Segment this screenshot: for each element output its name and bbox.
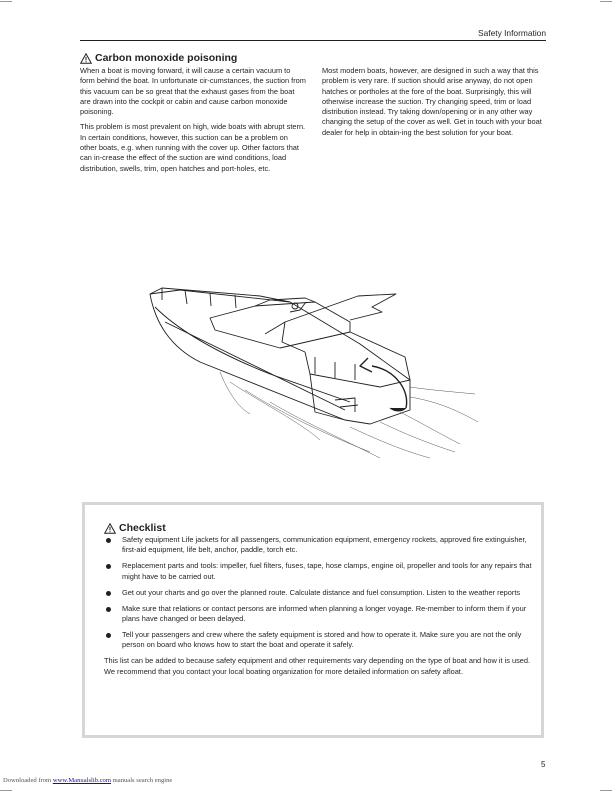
boat-illustration (110, 262, 490, 462)
list-item (104, 561, 534, 582)
checklist-items (104, 535, 534, 651)
bullet-icon (106, 538, 111, 543)
bullet-icon (106, 633, 111, 638)
list-item (104, 535, 534, 556)
list-item-text: Replacement parts and tools: impeller, fuel filters, fuses, tape, hose clamps, engine oil, propeller and tools for any repairs that might have to be carried out. (122, 561, 532, 581)
running-header: Safety Information (478, 28, 546, 38)
bullet-icon (106, 591, 111, 596)
bullet-icon (106, 564, 111, 569)
warning-triangle-icon (104, 523, 116, 534)
list-item-text: Tell your passengers and crew where the safety equipment is stored and how to operate it. Make sure you are not the only person on board who knows how to start the boat and operate it safely. (122, 629, 522, 650)
list-item (104, 588, 534, 598)
crop-mark (0, 1, 12, 2)
list-item-text: Make sure that relations or contact persons are informed when planning a longer voyage. Re-member to inform them if your plans have changed or been delayed. (122, 603, 527, 623)
bullet-icon (106, 607, 111, 612)
crop-mark (600, 1, 612, 2)
list-item (104, 604, 534, 625)
checklist-heading (104, 522, 534, 535)
checklist-closing: This list can be added to because safety equipment and other requirements vary depending on the type of boat and how it is used. We recommend that you contact your local boating organization for more detailed information on safety afloat. (104, 656, 531, 676)
checklist (104, 522, 534, 677)
list-item-text: Safety equipment Life jackets for all passengers, communication equipment, emergency rockets, approved fire extinguisher, first-aid equipment, life belt, anchor, paddle, torch etc. (122, 535, 527, 555)
column-right (322, 66, 548, 143)
download-footer (3, 777, 172, 784)
list-item (104, 630, 534, 651)
column-left (80, 52, 306, 179)
manualslib-link[interactable]: www.Manualslib.com (52, 777, 111, 784)
warning-triangle-icon (80, 53, 92, 64)
crop-mark (0, 790, 12, 791)
paragraph: This problem is most prevalent on high, wide boats with abrupt stern. In certain conditions, however, this suction can be a problem on other boats, e.g. when running with the cover up. Other factors that can in-crease the effect of the suction are wind conditions, load distribution, swells, trim, open hatches and port-holes, etc. (80, 122, 306, 173)
paragraph: When a boat is moving forward, it will cause a certain vacuum to form behind the boat. In unfortunate cir-cumstances, the suction from this vacuum can be so great that the exhaust gases from the boat are drawn into the cockpit or cabin and cause carbon monoxide poisoning. (80, 66, 306, 117)
paragraph: Most modern boats, however, are designed in such a way that this problem is very rare. If suction should arise anyway, do not open hatches or portholes at the fore of the boat. Surprisingly, this will otherwise increase the suction. Try changing speed, trim or load distribution instead. Try taking down/opening or in any other way changing the setup of the cover as well. Get in touch with your boat dealer for help in obtain-ing the best solution for your boat. (322, 66, 542, 137)
list-item-text: Get out your charts and go over the planned route. Calculate distance and fuel consumption. Listen to the weather reports (122, 587, 521, 597)
footer-prefix: Downloaded from (3, 777, 53, 784)
header-rule (80, 40, 546, 41)
checklist-heading-text: Checklist (119, 522, 166, 534)
footer-suffix: manuals search engine (111, 777, 173, 784)
section-heading (80, 52, 306, 65)
crop-mark (600, 790, 612, 791)
page-number: 5 (541, 760, 546, 769)
section-heading-text: Carbon monoxide poisoning (95, 52, 238, 64)
